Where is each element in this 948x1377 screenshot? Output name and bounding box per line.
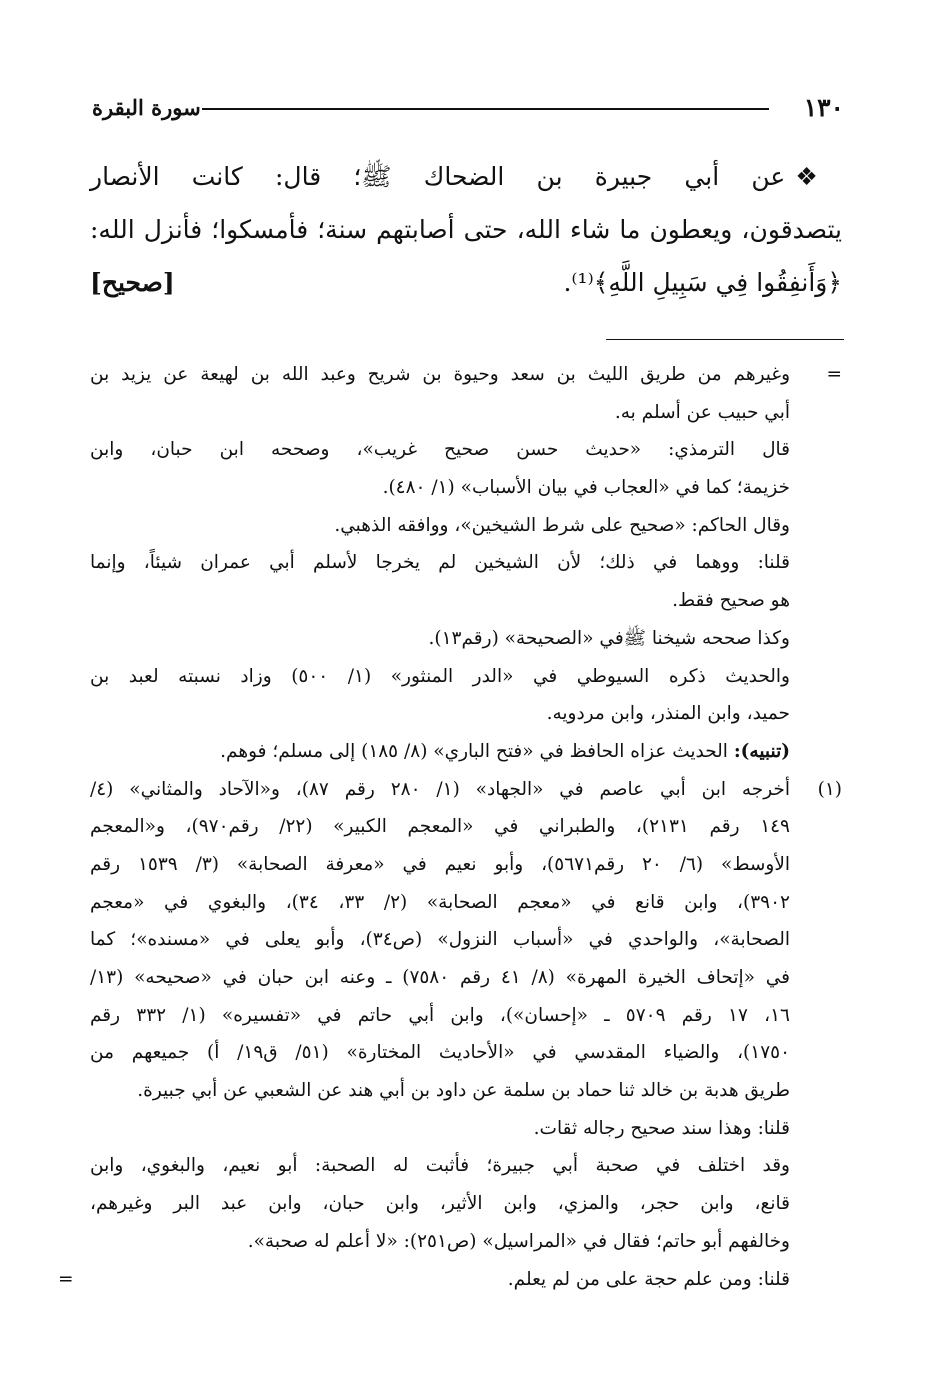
footnote-line <box>90 921 842 959</box>
footnote-line-text: قلنا: وهذا سند صحيح رجاله ثقات. <box>533 1117 790 1139</box>
footnote-separator <box>606 339 844 340</box>
footnote-line-text <box>90 733 790 771</box>
footnote-line <box>90 1223 842 1261</box>
footnote-line-text: قلنا: ومن علم حجة على من لم يعلم. <box>507 1268 790 1290</box>
footnote-line <box>58 1261 842 1299</box>
footnote-line <box>90 1072 842 1110</box>
footnote-line-text: وقال الحاكم: «صحيح على شرط الشيخين»، ووافقه الذهبي. <box>334 514 790 536</box>
footnote-line-text: حميد، وابن المنذر، وابن مردويه. <box>546 703 790 725</box>
footnote-line-text: وقد اختلف في صحبة أبي جبيرة؛ فأثبت له الصحبة: أبو نعيم، والبغوي، وابن <box>90 1155 790 1177</box>
footnote-line-text: وغيرهم من طريق الليث بن سعد وحيوة بن شريح وعبد الله بن لهيعة عن يزيد بن <box>90 364 790 385</box>
tanbih-label: (تنبيه): <box>733 740 790 762</box>
footnote-line-text: الأوسط» (٦/ ٢٠ رقم٥٦٧١)، وأبو نعيم في «معرفة الصحابة» (٣/ ١٥٣٩ رقم <box>90 853 791 875</box>
footnote-line <box>90 431 842 469</box>
footnote-line-text: ٣٩٠٢)، وابن قانع في «معجم الصحابة» (٢/ ٣٣، ٣٤)، والبغوي في «معجم <box>90 891 790 913</box>
footnote-line <box>90 808 842 846</box>
footnote-line-text: قال الترمذي: «حديث حسن صحيح غريب»، وصححه ابن حبان، وابن <box>90 439 790 461</box>
footnote-line-text: ١٤٩ رقم ٢١٣١)، والطبراني في «المعجم الكبير» (٢٢/ رقم٩٧٠)، و«المعجم <box>90 816 790 838</box>
hadith-line-text: عن أبي جبيرة بن الضحاك ﷺ؛ قال: كانت الأنصار <box>90 162 786 191</box>
footnote-line <box>90 469 842 507</box>
footnote-line <box>90 846 842 884</box>
footnote-line-text: هو صحيح فقط. <box>672 590 790 612</box>
footnote-line-text: أبي حبيب عن أسلم به. <box>614 401 790 423</box>
footnote-line-text: والحديث ذكره السيوطي في «الدر المنثور» (١/ ٥٠٠) وزاد نسبته لعبد بن <box>90 665 790 687</box>
quran-verse: ﴿وَأَنفِقُوا فِي سَبِيلِ اللَّهِ﴾⁽¹⁾. <box>563 268 842 297</box>
footnote-line <box>90 544 842 582</box>
footnote-line <box>90 884 842 922</box>
footnote-line <box>90 733 842 771</box>
tanbih-text: الحديث عزاه الحافظ في «فتح الباري» (٨/ ١٨٥) إلى مسلم؛ فوهم. <box>220 740 728 762</box>
footnotes <box>58 356 842 1298</box>
footnote-line <box>90 1147 842 1185</box>
footnote-line <box>90 394 842 432</box>
footnote-line <box>90 582 842 620</box>
footnote-line-text: خزيمة؛ كما في «العجاب في بيان الأسباب» (١/ ٤٨٠). <box>382 477 790 499</box>
footnote-line <box>90 1110 842 1148</box>
hadith-grade: [صحيح] <box>90 268 175 297</box>
footnote-line <box>90 620 842 658</box>
footnote-line <box>90 1185 842 1223</box>
footnote-line-text: في «إتحاف الخيرة المهرة» (٨/ ٤١ رقم ٧٥٨٠) ـ وعنه ابن حبان في «صحيحه» (١٣/ <box>90 967 790 988</box>
page-number: ١٣٠ <box>803 93 844 122</box>
continuation-marker: = <box>826 364 842 385</box>
footnote-line-text: ١٦، ١٧ رقم ٥٧٠٩ ـ «إحسان»)، وابن أبي حاتم في «تفسيره» (١/ ٣٣٢ رقم <box>90 1004 790 1026</box>
footnote-line-text: قانع، وابن حجر، والمزي، وابن الأثير، وابن حبان، وابن عبد البر وغيرهم، <box>90 1193 790 1215</box>
footnote-line-text: أخرجه ابن أبي عاصم في «الجهاد» (١/ ٢٨٠ رقم ٨٧)، و«الآحاد والمثاني» (٤/ <box>90 778 790 800</box>
diamond-bullet-icon: ❖ <box>795 162 842 191</box>
surah-name: سورة البقرة <box>92 95 201 120</box>
continuation-marker: = <box>58 1268 74 1290</box>
footnote-line-text: وخالفهم أبو حاتم؛ فقال في «المراسيل» (ص٢٥١): «لا أعلم له صحبة». <box>247 1230 790 1252</box>
footnote-line <box>90 658 842 696</box>
footnote-line-text: وكذا صححه شيخنا ﷺفي «الصحيحة» (رقم١٣). <box>428 627 790 649</box>
footnote-line-text: الصحابة»، والواحدي في «أسباب النزول» (ص٣٤)، وأبو يعلى في «مسنده»؛ كما <box>90 929 790 951</box>
hadith-text <box>90 150 842 309</box>
footnote-line <box>90 771 842 809</box>
hadith-line <box>90 150 842 203</box>
header-rule <box>202 108 769 110</box>
hadith-line: يتصدقون، ويعطون ما شاء الله، حتى أصابتهم سنة؛ فأمسكوا؛ فأنزل الله: <box>90 215 842 244</box>
footnote-line <box>90 356 842 394</box>
footnote-number: (١) <box>817 778 842 800</box>
footnote-line-text: قلنا: ووهما في ذلك؛ لأن الشيخين لم يخرجا لأسلم أبي عمران شيئاً، وإنما <box>90 552 790 574</box>
footnote-line <box>90 959 842 997</box>
hadith-line <box>90 256 842 309</box>
footnote-line-text: طريق هدبة بن خالد ثنا حماد بن سلمة عن داود بن أبي هند عن الشعبي عن أبي جبيرة. <box>137 1080 790 1102</box>
footnote-line <box>90 1034 842 1072</box>
footnote-line <box>90 695 842 733</box>
footnote-line-text: ١٧٥٠)، والضياء المقدسي في «الأحاديث المختارة» (٥١/ ق١٩/ أ) جميعهم من <box>90 1042 791 1064</box>
running-header <box>92 90 844 126</box>
footnote-line <box>90 507 842 545</box>
footnote-line <box>90 997 842 1035</box>
